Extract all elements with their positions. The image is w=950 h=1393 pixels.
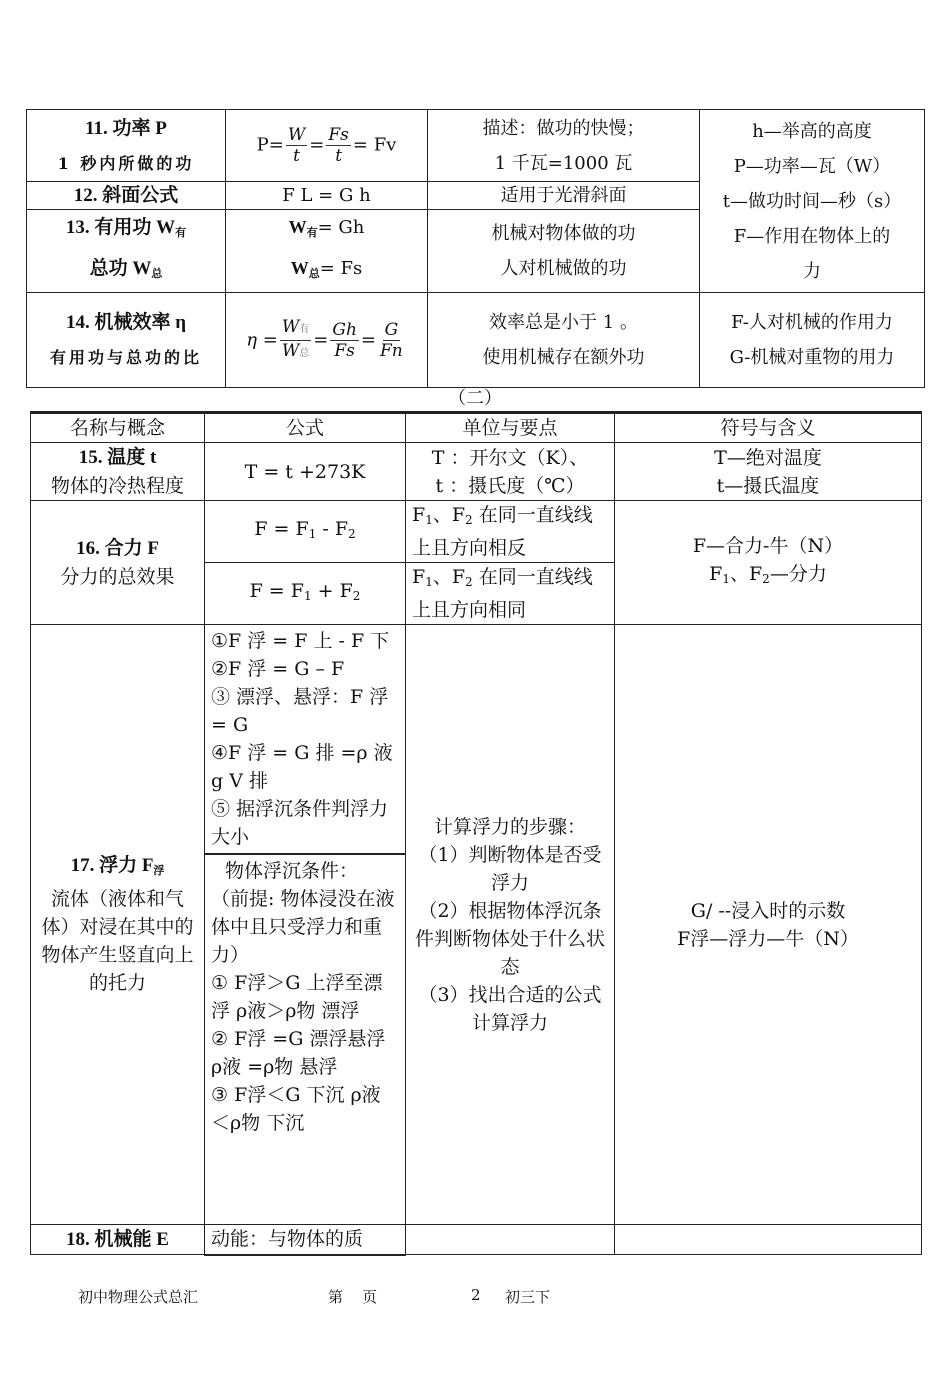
row16-formula-1: F = F1 - F2 xyxy=(205,501,406,563)
footer-title: 初中物理公式总汇 xyxy=(78,1288,199,1306)
row15-units: T ：开尔文（K）、 t ：摄氏度（℃） xyxy=(406,443,615,501)
symbols-group-a: h—举高的高度 P—功率—瓦（W） t—做功时间—秒（s） F—作用在物体上的 力 xyxy=(700,110,925,293)
header-units: 单位与要点 xyxy=(406,413,615,443)
row17-steps: 计算浮力的步骤： （1）判断物体是否受浮力 （2）根据物体浮沉条件判断物体处于什么状态 （3）找出合适的公式计算浮力 xyxy=(406,625,615,1225)
row13-formula: $W_有= Gh$ $W_总= Fs$ xyxy=(226,210,428,293)
section-caption: （二） xyxy=(448,388,502,409)
row18-symbols xyxy=(615,1225,922,1255)
row16-name: 16. 合力 F 分力的总效果 xyxy=(31,501,205,625)
row16-units-1: F1、F2 在同一直线线上且方向相反 xyxy=(406,501,615,563)
row16-formula-2: F = F1 + F2 xyxy=(205,563,406,625)
row12-name: 12. 斜面公式 xyxy=(27,182,226,210)
row16-symbols: F—合力-牛（N） F1、F2—分力 xyxy=(615,501,922,625)
row13-name: 13. 有用功 $W_有$ 总功 $W_总$ xyxy=(27,210,226,293)
formula-table-2 xyxy=(30,411,922,1256)
formula-table-1 xyxy=(26,109,925,388)
footer-page-label: 第 页 xyxy=(328,1288,378,1306)
row15-name: 15. 温度 t 物体的冷热程度 xyxy=(31,443,205,501)
row18-name: 18. 机械能 E xyxy=(31,1225,205,1255)
row18-units xyxy=(406,1225,615,1255)
row14-desc: 效率总是小于 1 。 使用机械存在额外功 xyxy=(428,293,700,388)
symbols-group-b: F-人对机械的作用力 G-机械对重物的用力 xyxy=(700,293,925,388)
footer-page-number: 2 xyxy=(471,1286,481,1304)
row17-conditions: 物体浮沉条件： （前提: 物体浸没在液体中且只受浮力和重力） ① F浮＞G 上浮至漂浮 ρ液＞ρ物 漂浮 ② F浮 =G 漂浮悬浮 ρ液 =ρ物 悬浮 ③ F浮＜G 下沉 ρ液 ＜ρ物 下沉 xyxy=(205,854,406,1225)
footer-grade: 初三下 xyxy=(505,1288,551,1306)
row15-formula: T = t +273K xyxy=(205,443,406,501)
row17-name: 17. 浮力 $F_浮$ 流体（液体和气体）对浸在其中的物体产生竖直向上的托力 xyxy=(31,625,205,1225)
header-formula: 公式 xyxy=(205,413,406,443)
row17-symbols: G/ --浸入时的示数 F浮—浮力—牛（N） xyxy=(615,625,922,1225)
row14-formula: η = $\frac{\text{W有}}{\text{W总}}$ = $\frac{Gh}{Fs}$ = $\frac{G}{Fn}$ xyxy=(226,293,428,388)
row11-desc: 描述：做功的快慢； 1 千瓦=1000 瓦 xyxy=(428,110,700,182)
row17-formulas: ①F 浮 = F 上 - F 下 ②F 浮 = G – F ③ 漂浮、悬浮：F 浮 = G ④F 浮 = G 排 =ρ 液 g V 排 ⑤ 据浮沉条件判浮力大小 xyxy=(205,625,406,854)
row12-formula: F L = G h xyxy=(226,182,428,210)
row15-symbols: T—绝对温度 t—摄氏温度 xyxy=(615,443,922,501)
row18-formula: 动能：与物体的质 xyxy=(205,1225,406,1255)
row11-name: 11. 功率 P 1 秒内所做的功 xyxy=(27,110,226,182)
row12-desc: 适用于光滑斜面 xyxy=(428,182,700,210)
row11-formula: P= $\frac{W}{t}$ = $\frac{Fs}{t}$ = Fv xyxy=(226,110,428,182)
row14-name: 14. 机械效率 η 有用功与总功的比 xyxy=(27,293,226,388)
header-name: 名称与概念 xyxy=(31,413,205,443)
header-symbols: 符号与含义 xyxy=(615,413,922,443)
row16-units-2: F1、F2 在同一直线线上且方向相同 xyxy=(406,563,615,625)
row13-desc: 机械对物体做的功 人对机械做的功 xyxy=(428,210,700,293)
